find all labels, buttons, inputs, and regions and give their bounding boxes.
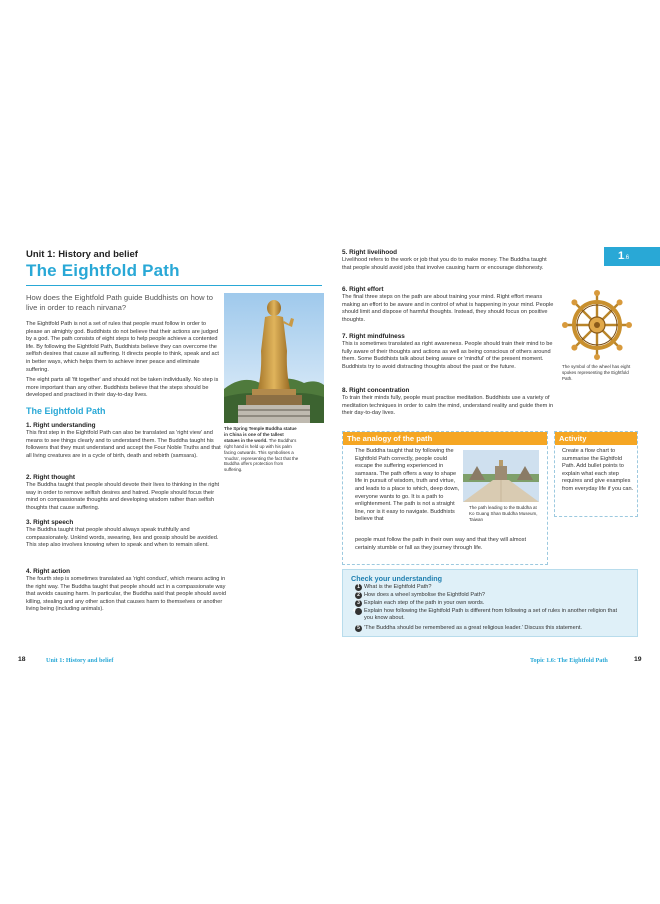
activity-text: Create a flow chart to summarise the Eightfold Path. Add bullet points to explain what each step requires and give examples from everyday life if you can. [562, 448, 634, 492]
right-footer-text: Topic 1.6: The Eightfold Path [530, 657, 608, 664]
question-5-text: 'The Buddha should be remembered as a great religious leader.' Discuss this statement. [364, 625, 582, 631]
step-2 [26, 474, 222, 512]
step-6-title: 6. Right effort [342, 286, 384, 293]
museum-path-photo [463, 450, 539, 502]
analogy-text-continued: people must follow the path in their own way and that they will almost certainly stumble or fall as they journey through life. [355, 537, 527, 551]
question-5 [355, 625, 635, 632]
step-2-text: The Buddha taught that people should devote their lives to thinking in the right way in order to remove selfish desires and hatred. People should focus their mind on compassionate thoughts and developing wisdom rather than selfish thoughts that cause suffering. [26, 482, 220, 511]
step-8-title: 8. Right concentration [342, 387, 410, 394]
eightfold-subheading: The Eightfold Path [26, 406, 106, 416]
intro-paragraph-2: The eight parts all 'fit together' and should not be taken individually. No step is more important than any other. Buddhists believe that the steps should be developed and practised in their day-to-day lives. [26, 377, 219, 399]
activity-box [554, 431, 638, 517]
key-question: How does the Eightfold Path guide Buddhists on how to live in order to reach nirvana? [26, 293, 214, 313]
step-4-title: 4. Right action [26, 568, 71, 575]
question-3 [355, 600, 635, 607]
step-4-text: The fourth step is sometimes translated as 'right conduct', which means acting in the right way. The Buddha taught that people should act in a compassionate way that avoids causing harm. In particular, the Buddha said that people should avoid killing, stealing and any other action that causes harm to themselves or another living being (including animals). [26, 576, 226, 613]
step-7-title: 7. Right mindfulness [342, 333, 405, 340]
step-5-text: Livelihood refers to the work or job that you do to make money. The Buddha taught that people should avoid jobs that involve causing harm or encourage dishonesty. [342, 257, 547, 271]
step-7-text: This is sometimes translated as right awareness. People should train their mind to be fully aware of their thoughts and actions as well as being conscious of others around them. Some Buddhists talk about being aware or 'mindful' of the present moment. Buddhists try to avoid distracting thoughts about the past or the future. [342, 341, 553, 370]
question-1 [355, 584, 635, 591]
unit-heading: Unit 1: History and belief [26, 249, 138, 260]
question-3-text: Explain each step of the path in your own words. [364, 600, 485, 606]
left-footer-text: Unit 1: History and belief [46, 657, 114, 664]
step-1-title: 1. Right understanding [26, 422, 96, 429]
topic-tab-sub: .6 [624, 255, 630, 261]
analogy-text: The Buddha taught that by following the Eightfold Path correctly, people could escape the suffering experienced in samsara. The path offers a way to shape life in pursuit of wisdom, truth and virtue, and leads to a place to which, deep down, everyone wants to go. It is a path to enlightenment. The path is not a straight line, nor is it easy to navigate. Buddhists believe that [355, 448, 460, 523]
step-1 [26, 422, 222, 460]
museum-photo-caption: The path leading to the Buddha at Ko Guang Shan Buddha Museum, Taiwan [469, 505, 538, 522]
question-1-number: 1 [355, 584, 362, 591]
step-6 [342, 286, 556, 324]
question-4 [352, 608, 625, 622]
wheel-caption: The symbol of the wheel has eight spokes representing the Eightfold Path. [562, 364, 631, 381]
question-5-number: 5 [355, 625, 362, 632]
question-1-text: What is the Eightfold Path? [364, 584, 432, 590]
topic-tab [604, 247, 660, 266]
statue-caption [224, 426, 300, 473]
question-2-text: How does a wheel symbolise the Eightfold Path? [364, 592, 485, 598]
question-3-number: 3 [355, 600, 362, 607]
check-heading: Check your understanding [351, 574, 443, 583]
right-page-number: 19 [634, 656, 642, 663]
step-7 [342, 333, 556, 371]
step-3 [26, 519, 222, 550]
question-2-number: 2 [355, 592, 362, 599]
intro-paragraph-1: The Eightfold Path is not a set of rules that people must follow in order to please an almighty god. Buddhists do not believe that their actions are judged by a god. The path consists of eight steps to help people achieve a contented life. By following the Eightfold Path, Buddhists believe they can overcome the selfish desires that cause all suffering. It directs people to think, speak and act in better ways, which helps them to achieve inner peace and eliminate suffering. [26, 321, 219, 373]
question-4-number: 4 [355, 608, 362, 615]
left-page-number: 18 [18, 656, 26, 663]
analogy-box [342, 431, 548, 565]
step-8 [342, 387, 556, 418]
step-1-text: This first step in the Eightfold Path can also be translated as 'right view' and means to see things clearly and to understand them. The Buddha taught his followers that they must understand and accept the Four Noble Truths and that all living creatures are in a cycle of birth, death and rebirth (samsara). [26, 430, 221, 459]
step-3-text: The Buddha taught that people should always speak truthfully and compassionately. Unkind words, swearing, lies and gossip should be avoided. This step also involves knowing when to speak and when to remain silent. [26, 527, 219, 549]
question-4-text: Explain how following the Eightfold Path is different from following a set of rules in another religion that you know about. [364, 608, 618, 622]
analogy-heading: The analogy of the path [343, 432, 547, 445]
question-2 [355, 592, 635, 599]
step-4 [26, 568, 226, 614]
page-title: The Eightfold Path [26, 261, 180, 280]
check-understanding-box [342, 569, 638, 637]
title-divider [26, 285, 322, 286]
statue-caption-body: The Buddha's right hand is held up with his palm facing outwards. This symbolises a 'mudra', representing the fact that the Buddha offers protection from suffering. [224, 437, 299, 473]
topic-tab-number: 1 [618, 250, 625, 262]
buddha-statue-photo [224, 293, 324, 423]
step-2-title: 2. Right thought [26, 474, 75, 481]
activity-heading: Activity [555, 432, 637, 445]
step-5-title: 5. Right livelihood [342, 249, 398, 256]
step-8-text: To train their minds fully, people must practise meditation. Buddhists use a variety of meditation techniques in order to calm the mind, understand reality and guide them in their day-to-day lives. [342, 395, 554, 417]
step-3-title: 3. Right speech [26, 519, 74, 526]
step-6-text: The final three steps on the path are about training your mind. Right effort means making an effort to be aware and in control of what is happening in your mind. People should limit and dispose of harmful thoughts. Instead, they should focus on positive thoughts. [342, 294, 554, 323]
statue-caption-lead: The Spring Temple Buddha statue in China is one of the tallest statues in the world. [224, 426, 297, 443]
dharma-wheel-icon [562, 290, 632, 360]
step-5 [342, 249, 556, 272]
